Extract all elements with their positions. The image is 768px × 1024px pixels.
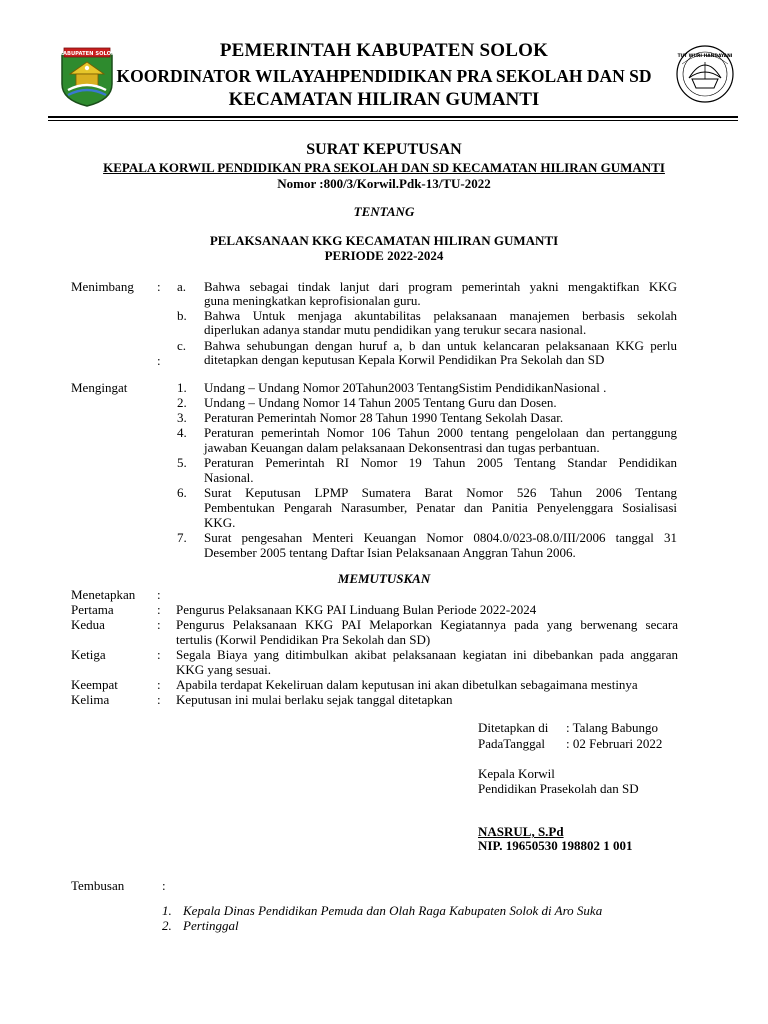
- tembusan-label: Tembusan: [71, 878, 125, 893]
- memutuskan-row-text: tertulis (Korwil Pendidikan Pra Sekolah dan SD): [176, 632, 431, 647]
- mengingat-line: Peraturan pemerintah Nomor 106 Tahun 2000 tentang pengelolaan dan pertanggung: [204, 425, 677, 440]
- mengingat-line: Surat Keputusan LPMP Sumatera Barat Nomor 526 Tahun 2006 Tentang: [204, 485, 677, 500]
- memutuskan-row-label: Menetapkan: [71, 587, 136, 602]
- menimbang-line: Bahwa sehubungan dengan huruf a, b dan untuk kelancaran pelaksanaan KKG perlu: [204, 338, 677, 353]
- menimbang-marker: c.: [177, 338, 187, 353]
- memutuskan-row-text: Apabila terdapat Kekeliruan dalam keputusan ini akan dibetulkan sebagaimana mestinya: [176, 677, 638, 692]
- menimbang-colon: :: [157, 279, 161, 294]
- header-divider-thin: [48, 120, 738, 121]
- menimbang-line: diperlukan adanya standar mutu pendidikan yang terukur secara nasional.: [204, 322, 587, 337]
- memutuskan-row-label: Kedua: [71, 617, 105, 632]
- memutuskan-colon: :: [157, 677, 161, 692]
- memutuskan-colon: :: [157, 692, 161, 707]
- mengingat-line: Desember 2005 tentang Daftar Isian Pelaksanaan Anggran Tahun 2006.: [204, 545, 576, 560]
- mengingat-marker: 3.: [177, 410, 187, 425]
- issuer-title: KEPALA KORWIL PENDIDIKAN PRA SEKOLAH DAN SD KECAMATAN HILIRAN GUMANTI: [103, 160, 665, 175]
- header-divider-thick: [48, 116, 738, 118]
- mengingat-label: Mengingat: [71, 380, 128, 395]
- memutuskan-colon: :: [157, 602, 161, 617]
- memutuskan-colon: :: [157, 617, 161, 632]
- mengingat-marker: 2.: [177, 395, 187, 410]
- menimbang-line: guna meningkatkan keprofisionalan guru.: [204, 293, 421, 308]
- memutuskan-colon: :: [157, 587, 161, 602]
- menimbang-label: Menimbang: [71, 279, 134, 294]
- tembusan-colon: :: [162, 878, 166, 893]
- mengingat-marker: 4.: [177, 425, 187, 440]
- memutuskan-row-text: KKG yang sesuai.: [176, 662, 271, 677]
- mengingat-line: KKG.: [204, 515, 236, 530]
- mengingat-line: Undang – Undang Nomor 20Tahun2003 TentangSistim PendidikanNasional .: [204, 380, 607, 395]
- subject-period: PERIODE 2022-2024: [324, 248, 444, 263]
- memutuskan-row-label: Pertama: [71, 602, 114, 617]
- menimbang-line: ditetapkan dengan keputusan Kepala Korwil Pendidikan Pra Sekolah dan SD: [204, 352, 605, 367]
- mengingat-marker: 1.: [177, 380, 187, 395]
- tanggal-label: PadaTanggal: [478, 736, 545, 751]
- mengingat-marker: 7.: [177, 530, 187, 545]
- menimbang-colon-lower: :: [157, 353, 161, 368]
- memutuskan-row-label: Ketiga: [71, 647, 106, 662]
- crest-banner-text: KABUPATEN SOLOK: [58, 50, 116, 57]
- ditetapkan-label: Ditetapkan di: [478, 720, 549, 735]
- tembusan-recipient: Kepala Dinas Pendidikan Pemuda dan Olah Raga Kabupaten Solok di Aro Suka: [183, 903, 603, 918]
- document-number: Nomor :800/3/Korwil.Pdk-13/TU-2022: [277, 176, 491, 191]
- memutuskan-heading: MEMUTUSKAN: [337, 571, 431, 586]
- memutuskan-row-text: Pengurus Pelaksanaan KKG PAI Melaporkan Kegiatannya pada yang berwenang secara: [176, 617, 678, 632]
- tembusan-marker: 1.: [162, 903, 172, 918]
- memutuskan-colon: :: [157, 647, 161, 662]
- header-kecamatan-title: KECAMATAN HILIRAN GUMANTI: [228, 89, 540, 110]
- mengingat-marker: 6.: [177, 485, 187, 500]
- mengingat-line: jawaban Keuangan dalam pelaksanaan Dekonsentrasi dan tugas perbantuan.: [204, 440, 600, 455]
- memutuskan-row-label: Kelima: [71, 692, 110, 707]
- mengingat-line: Undang – Undang Nomor 14 Tahun 2005 Tentang Guru dan Dosen.: [204, 395, 557, 410]
- signatory-position: Kepala Korwil: [478, 766, 555, 781]
- memutuskan-row-label: Keempat: [71, 677, 118, 692]
- document-title: SURAT KEPUTUSAN: [306, 141, 462, 158]
- tanggal-value: : 02 Februari 2022: [566, 736, 663, 751]
- memutuskan-row-text: Keputusan ini mulai berlaku sejak tanggal ditetapkan: [176, 692, 453, 707]
- signatory-nip: NIP. 19650530 198802 1 001: [478, 838, 633, 853]
- mengingat-line: Peraturan Pemerintah Nomor 28 Tahun 1990 Tentang Sekolah Dasar.: [204, 410, 564, 425]
- memutuskan-row-text: Segala Biaya yang ditimbulkan akibat pelaksanaan kegiatan ini dibebankan pada anggaran: [176, 647, 678, 662]
- mengingat-line: Nasional.: [204, 470, 254, 485]
- mengingat-marker: 5.: [177, 455, 187, 470]
- menimbang-marker: a.: [177, 279, 187, 294]
- tentang-heading: TENTANG: [353, 204, 415, 219]
- header-government-title: PEMERINTAH KABUPATEN SOLOK: [219, 40, 549, 61]
- menimbang-line: Bahwa Untuk menjaga akuntabilitas pelaksanaan manajemen berbasis sekolah: [204, 308, 677, 323]
- menimbang-marker: b.: [177, 308, 187, 323]
- menimbang-line: Bahwa sebagai tindak lanjut dari program pemerintah yakni mengaktifkan KKG: [204, 279, 677, 294]
- signatory-name: NASRUL, S.Pd: [478, 824, 564, 839]
- signatory-position-detail: Pendidikan Prasekolah dan SD: [478, 781, 639, 796]
- mengingat-line: Pembentukan Pengarah Narasumber, Penatar dan Panitia Penyelenggara Sosialisasi: [204, 500, 677, 515]
- memutuskan-row-text: Pengurus Pelaksanaan KKG PAI Linduang Bulan Periode 2022-2024: [176, 602, 537, 617]
- mengingat-line: Surat pengesahan Menteri Keuangan Nomor 0804.0/023-08.0/III/2006 tanggal 31: [204, 530, 677, 545]
- mengingat-line: Peraturan Pemerintah RI Nomor 19 Tahun 2005 Tentang Standar Pendidikan: [204, 455, 677, 470]
- tembusan-marker: 2.: [162, 918, 172, 933]
- tembusan-recipient: Pertinggal: [183, 918, 239, 933]
- emblem-banner-text: TUT WURI HANDAYANI: [677, 54, 733, 59]
- ditetapkan-value: : Talang Babungo: [566, 720, 659, 735]
- subject-title: PELAKSANAAN KKG KECAMATAN HILIRAN GUMANTI: [209, 233, 559, 248]
- header-korwil-title: KOORDINATOR WILAYAHPENDIDIKAN PRA SEKOLAH DAN SD: [116, 66, 652, 86]
